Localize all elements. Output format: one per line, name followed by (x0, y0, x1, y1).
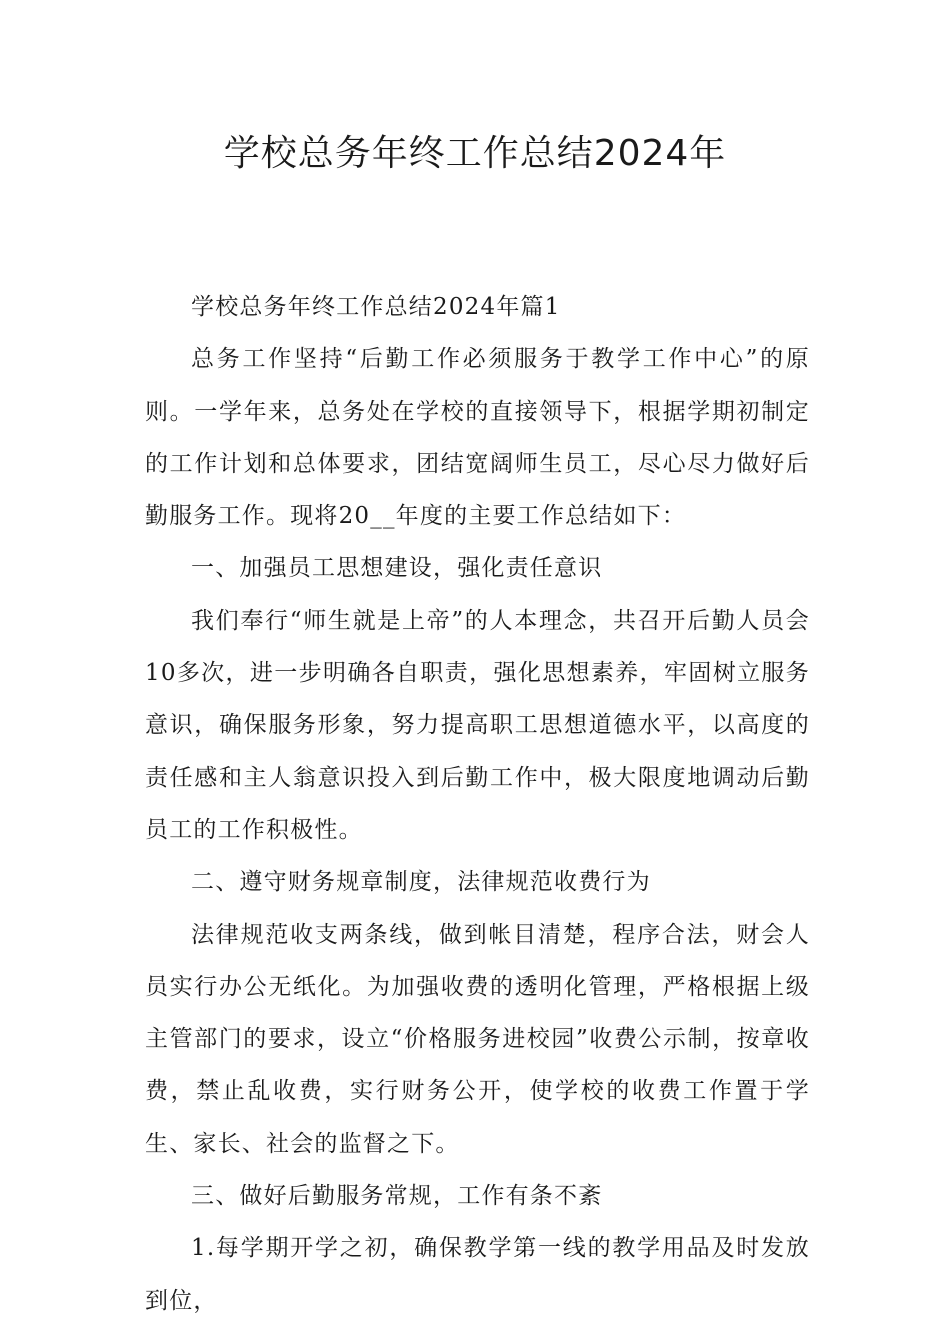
body-paragraph: 我们奉行“师生就是上帝”的人本理念，共召开后勤人员会10多次，进一步明确各自职责，强化思想素养，牢固树立服务意识，确保服务形象，努力提高职工思想道德水平，以高度的责任感和主人翁意识投入到后勤工作中，极大限度地调动后勤员工的工作积极性。 (145, 607, 810, 843)
body-paragraph: 法律规范收支两条线，做到帐目清楚，程序合法，财会人员实行办公无纸化。为加强收费的透明化管理，严格根据上级主管部门的要求，设立“价格服务进校园”收费公示制，按章收费，禁止乱收费，实行财务公开，使学校的收费工作置于学生、家长、社会的监督之下。 (145, 921, 810, 1157)
section-heading: 三、做好后勤服务常规，工作有条不紊 (191, 1183, 603, 1210)
body-paragraph: 1.每学期开学之初，确保教学第一线的教学用品及时发放到位， (145, 1235, 810, 1314)
section-heading: 学校总务年终工作总结2024年篇1 (191, 294, 561, 320)
section-heading: 二、遵守财务规章制度，法律规范收费行为 (191, 869, 651, 896)
section-heading: 一、加强员工思想建设，强化责任意识 (191, 555, 603, 582)
document-title: 学校总务年终工作总结2024年 (223, 133, 727, 174)
document-body (145, 281, 810, 1327)
body-paragraph: 总务工作坚持“后勤工作必须服务于教学工作中心”的原则。一学年来，总务处在学校的直接领导下，根据学期初制定的工作计划和总体要求，团结宽阔师生员工，尽心尽力做好后勤服务工作。现将20__年度的主要工作总结如下： (145, 346, 810, 530)
